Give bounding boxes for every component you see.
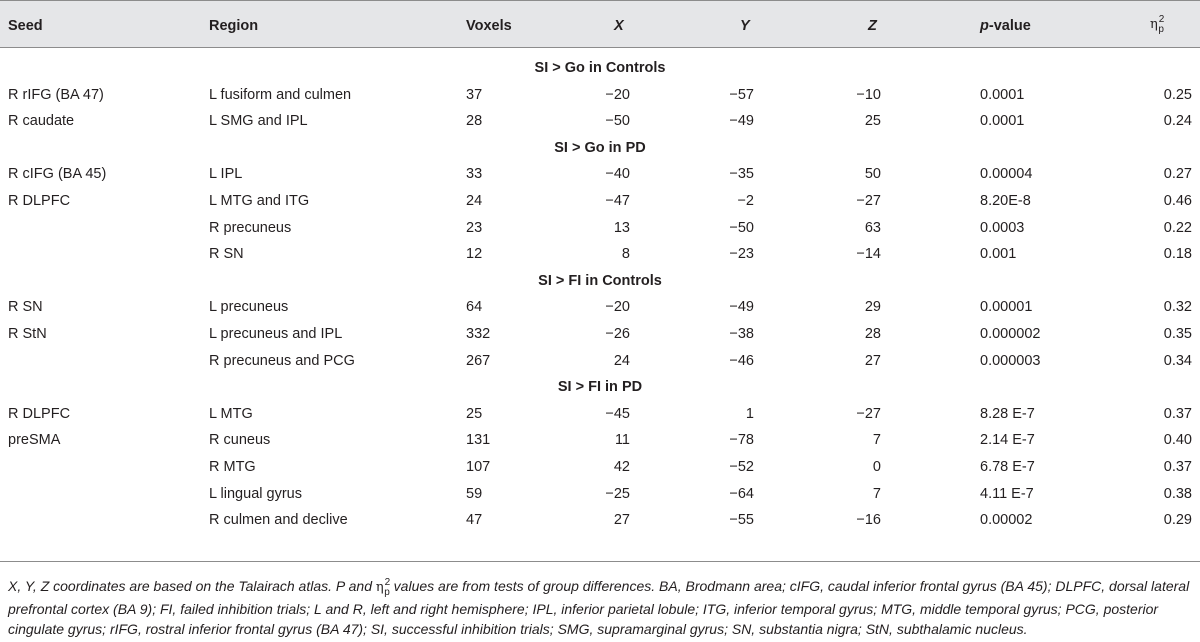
p-value-cell: 0.000003 (980, 353, 1041, 369)
y-cell: −49 (729, 299, 754, 315)
p-value-cell: 8.28 E-7 (980, 406, 1035, 422)
voxels-cell: 37 (466, 87, 483, 103)
voxels-cell: 24 (466, 193, 483, 209)
header-seed: Seed (8, 18, 43, 34)
seed-cell: R SN (8, 299, 43, 315)
eta-cell: 0.40 (1163, 432, 1192, 448)
region-cell: L precuneus and IPL (209, 326, 343, 342)
header-region: Region (209, 18, 259, 34)
x-cell: 8 (621, 246, 630, 262)
eta-cell: 0.37 (1163, 459, 1192, 475)
y-cell: −57 (729, 87, 754, 103)
p-value-cell: 0.0003 (980, 220, 1025, 236)
y-cell: −46 (729, 353, 754, 369)
y-cell: −35 (729, 166, 754, 182)
seed-cell: R StN (8, 326, 47, 342)
bottom-rule (0, 561, 1200, 562)
region-cell: R precuneus (209, 220, 292, 236)
voxels-cell: 12 (466, 246, 483, 262)
region-cell: R precuneus and PCG (209, 353, 355, 369)
section-heading: SI > Go in Controls (534, 60, 666, 76)
eta-cell: 0.35 (1163, 326, 1192, 342)
seed-cell: R rIFG (BA 47) (8, 87, 104, 103)
voxels-cell: 107 (466, 459, 491, 475)
eta-cell: 0.22 (1163, 220, 1192, 236)
seed-cell: R DLPFC (8, 193, 71, 209)
table-footnote: X, Y, Z coordinates are based on the Talairach atlas. P and $\eta^2_p$ values are from tests of group differences. BA, Brodmann area; cIFG, caudal inferior frontal gyrus (BA 45); DLPFC, dorsal lateral prefrontal cortex (BA 9); FI, failed inhibition trials; L and R, left and right hemisphere; IPL, inferior parietal lobule; ITG, inferior temporal gyrus; MTG, middle temporal gyrus; PCG, posterior cingulate gyrus; rIFG, rostral inferior frontal gyrus (BA 47); SI, successful inhibition trials; SMG, supramarginal gyrus; SN, substantia nigra; StN, subthalamic nucleus. (8, 577, 1190, 637)
header-p-value: p-value (980, 18, 1031, 34)
x-cell: 42 (613, 459, 630, 475)
z-cell: 0 (872, 459, 881, 475)
p-value-cell: 0.0001 (980, 113, 1025, 129)
p-value-cell: 6.78 E-7 (980, 459, 1035, 475)
header-rule (0, 47, 1200, 48)
voxels-cell: 28 (466, 113, 483, 129)
header-z: Z (868, 18, 877, 34)
p-value-cell: 0.00002 (980, 512, 1033, 528)
z-cell: −27 (856, 193, 881, 209)
seed-cell: R cIFG (BA 45) (8, 166, 107, 182)
z-cell: −16 (856, 512, 881, 528)
y-cell: −64 (729, 486, 754, 502)
eta-cell: 0.32 (1163, 299, 1192, 315)
y-cell: 1 (745, 406, 754, 422)
voxels-cell: 25 (466, 406, 483, 422)
x-cell: −20 (605, 87, 630, 103)
x-cell: 27 (613, 512, 630, 528)
eta-cell: 0.18 (1163, 246, 1192, 262)
voxels-cell: 33 (466, 166, 483, 182)
p-value-cell: 0.001 (980, 246, 1017, 262)
x-cell: −40 (605, 166, 630, 182)
eta-cell: 0.29 (1163, 512, 1192, 528)
footnote-eta-symbol: $\eta^2_p$ (375, 577, 391, 598)
x-cell: 24 (613, 353, 630, 369)
voxels-cell: 47 (466, 512, 483, 528)
voxels-cell: 59 (466, 486, 483, 502)
seed-cell: R caudate (8, 113, 75, 129)
z-cell: −10 (856, 87, 881, 103)
x-cell: 11 (614, 432, 630, 448)
y-cell: −2 (737, 193, 754, 209)
p-value-cell: 0.0001 (980, 87, 1025, 103)
z-cell: −14 (856, 246, 881, 262)
voxels-cell: 131 (466, 432, 491, 448)
eta-cell: 0.27 (1163, 166, 1192, 182)
p-value-cell: 2.14 E-7 (980, 432, 1035, 448)
region-cell: L precuneus (209, 299, 289, 315)
p-value-cell: 0.000002 (980, 326, 1041, 342)
voxels-cell: 267 (466, 353, 491, 369)
y-cell: −50 (729, 220, 754, 236)
section-heading: SI > FI in Controls (538, 273, 662, 289)
y-cell: −38 (729, 326, 754, 342)
p-value-cell: 0.00004 (980, 166, 1033, 182)
x-cell: −25 (605, 486, 630, 502)
x-cell: 13 (613, 220, 630, 236)
section-heading: SI > FI in PD (557, 379, 643, 395)
region-cell: L IPL (209, 166, 243, 182)
voxels-cell: 64 (466, 299, 483, 315)
header-voxels: Voxels (466, 18, 512, 34)
z-cell: 7 (872, 486, 881, 502)
x-cell: −50 (605, 113, 630, 129)
region-cell: R MTG (209, 459, 256, 475)
y-cell: −52 (729, 459, 754, 475)
z-cell: 27 (864, 353, 881, 369)
region-cell: L MTG and ITG (209, 193, 310, 209)
header-x: X (614, 18, 624, 34)
region-cell: L fusiform and culmen (209, 87, 352, 103)
x-cell: −26 (605, 326, 630, 342)
eta-cell: 0.37 (1163, 406, 1192, 422)
z-cell: 50 (864, 166, 881, 182)
y-cell: −55 (729, 512, 754, 528)
y-cell: −78 (729, 432, 754, 448)
region-cell: L SMG and IPL (209, 113, 308, 129)
z-cell: 25 (864, 113, 881, 129)
z-cell: 28 (864, 326, 881, 342)
voxels-cell: 23 (466, 220, 483, 236)
seed-cell: R DLPFC (8, 406, 71, 422)
z-cell: 29 (864, 299, 881, 315)
eta-cell: 0.46 (1163, 193, 1192, 209)
p-value-cell: 0.00001 (980, 299, 1033, 315)
region-cell: R SN (209, 246, 244, 262)
voxels-cell: 332 (466, 326, 491, 342)
header-eta-squared: $\eta^2_p$ (1150, 14, 1165, 35)
top-rule (0, 0, 1200, 1)
z-cell: 63 (864, 220, 881, 236)
section-heading: SI > Go in PD (554, 140, 646, 156)
x-cell: −47 (605, 193, 630, 209)
region-cell: L MTG (209, 406, 253, 422)
region-cell: L lingual gyrus (209, 486, 302, 502)
z-cell: 7 (872, 432, 881, 448)
region-cell: R culmen and declive (209, 512, 348, 528)
seed-cell: preSMA (8, 432, 61, 448)
y-cell: −49 (729, 113, 754, 129)
z-cell: −27 (856, 406, 881, 422)
x-cell: −45 (605, 406, 630, 422)
eta-cell: 0.34 (1163, 353, 1192, 369)
p-value-cell: 4.11 E-7 (980, 486, 1034, 502)
region-cell: R cuneus (209, 432, 271, 448)
eta-cell: 0.38 (1163, 486, 1192, 502)
y-cell: −23 (729, 246, 754, 262)
x-cell: −20 (605, 299, 630, 315)
eta-cell: 0.25 (1163, 87, 1192, 103)
p-value-cell: 8.20E-8 (980, 193, 1031, 209)
header-y: Y (740, 18, 750, 34)
eta-cell: 0.24 (1163, 113, 1192, 129)
